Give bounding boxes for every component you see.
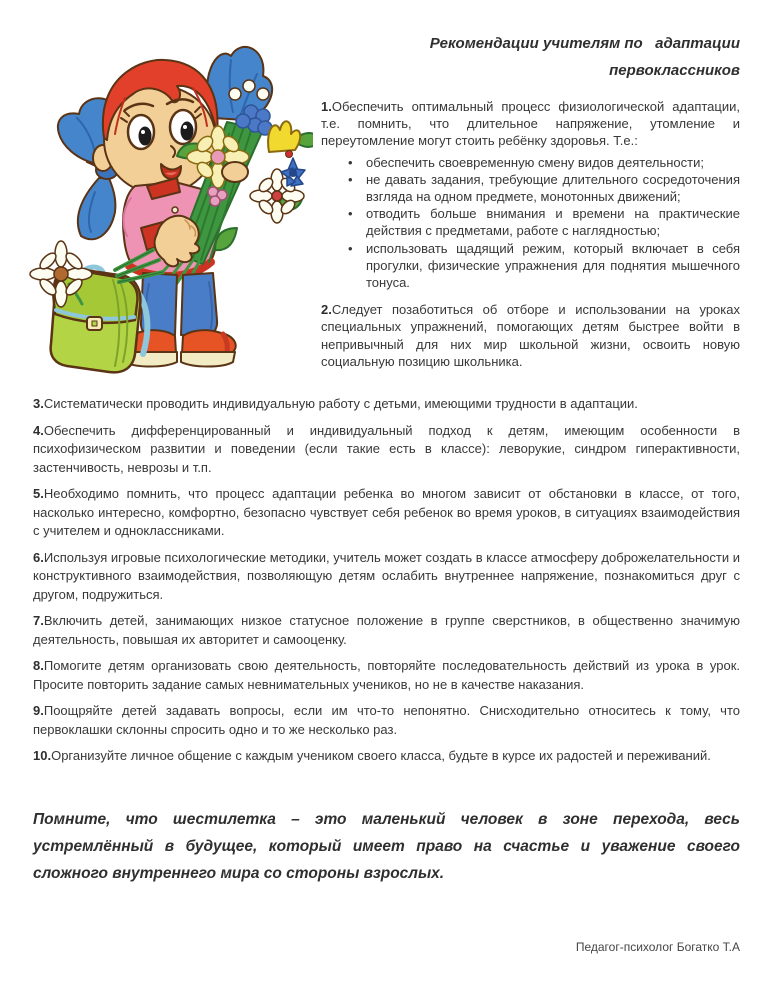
paragraph-7-number: 7. (33, 613, 44, 628)
body-paragraphs (33, 395, 740, 766)
paragraph-6-number: 6. (33, 549, 44, 565)
page-title (321, 30, 740, 84)
paragraph-1 (321, 98, 740, 150)
paragraph-8-text: Помогите детям организовать свою деятельность, повторяйте последовательность действий из урока в урок. Просите повторить задание самых невнимательных учеников, но не в качестве наказания. (33, 658, 740, 692)
girl-with-flowers-icon (25, 22, 313, 384)
paragraph-2-number: 2. (321, 302, 332, 318)
paragraph-3-text: Систематически проводить индивидуальную работу с детьми, имеющими трудности в адаптации. (43, 396, 638, 411)
bullet-text: обеспечить своевременную смену видов деятельности; (366, 154, 704, 170)
paragraph-3-number: 3. (33, 396, 44, 411)
paragraph-1-text: Обеспечить оптимальный процесс физиологической адаптации, т.е. помнить, что длительное напряжение, утомление и переутомление могут стоить ребёнку здоровья. Т.е.: (321, 99, 740, 149)
paragraph-10 (33, 747, 740, 766)
paragraph-4-number: 4. (33, 422, 44, 438)
title-line-2: первоклассников (609, 62, 740, 79)
bullet-text: отводить больше внимания и времени на практические действия с предметами, работе с наглядностью; (366, 206, 740, 239)
bullet-item (321, 205, 740, 239)
paragraph-4 (33, 422, 740, 478)
paragraph-5 (33, 485, 740, 541)
girl-illustration (25, 22, 313, 389)
bullet-list (321, 154, 740, 292)
bullet-item (321, 154, 740, 171)
signature: Педагог-психолог Богатко Т.А (575, 939, 740, 954)
paragraph-2-text: Следует позаботиться об отборе и использовании на уроках специальных упражнений, помогающих детям быстрее войти в непривычный для них мир школьной жизни, освоить новую социальную позицию школьника. (321, 302, 740, 369)
paragraph-4-text: Обеспечить дифференцированный и индивидуальный подход к детям, имеющим особенности в психофизическом развитии и поведении (если такие есть в классе): леворукие, синдром гиперактивности, застенчивость, неврозы и т.п. (33, 422, 740, 475)
paragraph-8-number: 8. (33, 658, 44, 673)
paragraph-5-number: 5. (33, 486, 44, 501)
paragraph-10-number: 10. (33, 748, 52, 763)
paragraph-7 (33, 612, 740, 649)
paragraph-1-number: 1. (321, 99, 332, 114)
paragraph-2 (321, 301, 740, 370)
paragraph-7-text: Включить детей, занимающих низкое статусное положение в группе сверстников, в общественно значимую деятельность, повышая их авторитет и самооценку. (33, 613, 740, 647)
paragraph-9 (33, 702, 740, 739)
bullet-item (321, 171, 740, 205)
paragraph-8 (33, 657, 740, 694)
top-section (33, 0, 740, 389)
bullet-text: не давать задания, требующие длительного сосредоточения взгляда на одном предмете, монотонных движений; (366, 171, 740, 205)
paragraph-5-text: Необходимо помнить, что процесс адаптации ребенка во многом зависит от обстановки в классе, от того, насколько интересно, комфортно, безопасно чувствует себя ребенок во время уроков, в ситуациях взаимодействия с учителем и одноклассниками. (33, 486, 740, 538)
paragraph-9-number: 9. (33, 703, 44, 718)
title-line-1: Рекомендации учителям по адаптации (429, 35, 740, 52)
paragraph-6-text: Используя игровые психологические методики, учитель может создать в классе атмосферу доброжелательности и конструктивного взаимодействия, позволяющую детям ослабить внутреннее напряжение, познакомиться друг с другом, подружиться. (33, 549, 740, 602)
shoes (122, 330, 235, 366)
paragraph-9-text: Поощряйте детей задавать вопросы, если им что-то непонятно. Снисходительно относитесь к тому, что первоклашки склонны спросить одно и то же несколько раз. (33, 703, 740, 737)
paragraph-10-text: Организуйте личное общение с каждым учеником своего класса, будьте в курсе их радостей и переживаний. (51, 748, 711, 763)
right-column (313, 22, 740, 389)
closing-statement: Помните, что шестилетка – это маленький человек в зоне перехода, весь устремлённый в будущее, который имеет право на счастье и уважение своего сложного внутреннего мира со стороны взрослых. (33, 810, 740, 882)
bullet-text: использовать щадящий режим, который включает в себя прогулки, физические упражнения для поднятия мышечного тонуса. (366, 240, 740, 291)
bullet-item (321, 240, 740, 292)
paragraph-3 (33, 395, 740, 414)
paragraph-6 (33, 549, 740, 605)
